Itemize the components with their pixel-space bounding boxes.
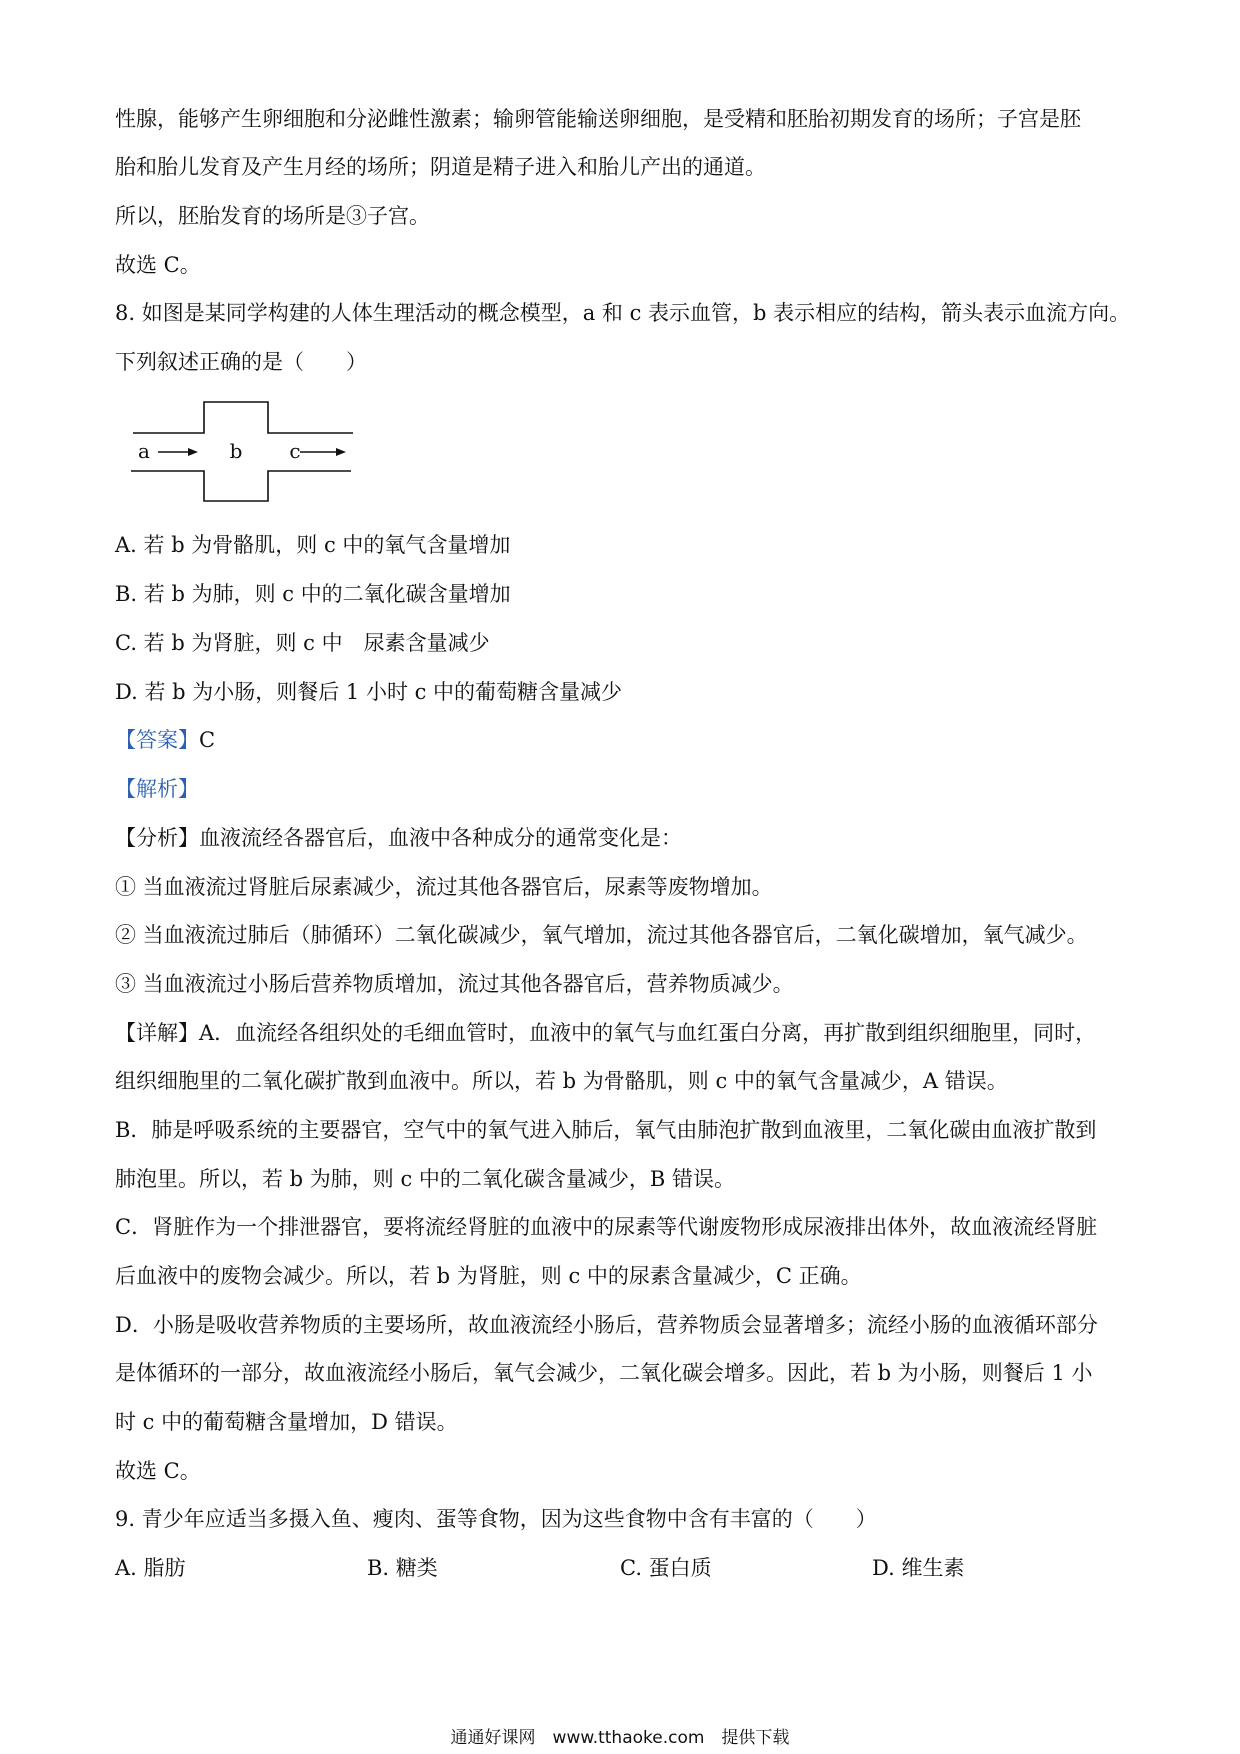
- q9-option-c: C. 蛋白质: [620, 1556, 712, 1580]
- diagram-outline-bottom: [131, 471, 351, 501]
- question-8-stem: 8. 如图是某同学构建的人体生理活动的概念模型，a 和 c 表示血管，b 表示相应的结构，箭头表示血流方向。: [115, 301, 1131, 325]
- analysis-line: 后血液中的废物会减少。所以，若 b 为肾脏，则 c 中的尿素含量减少，C 正确。: [115, 1264, 862, 1288]
- analysis-tag: 【解析】: [115, 777, 199, 801]
- analysis-line: C．肾脏作为一个排泄器官，要将流经肾脏的血液中的尿素等代谢废物形成尿液排出体外，故血液流经肾脏: [115, 1215, 1098, 1239]
- analysis-line: 是体循环的一部分，故血液流经小肠后，氧气会减少，二氧化碳会增多。因此，若 b 为小肠，则餐后 1 小: [115, 1361, 1093, 1385]
- diagram-outline-top: [133, 402, 353, 433]
- question-9-stem: 9. 青少年应适当多摄入鱼、瘦肉、蛋等食物，因为这些食物中含有丰富的（ ）: [115, 1507, 877, 1531]
- q9-option-a: A. 脂肪: [115, 1556, 186, 1580]
- analysis-line: 时 c 中的葡萄糖含量增加，D 错误。: [115, 1410, 458, 1434]
- analysis-line: ② 当血液流过肺后（肺循环）二氧化碳减少，氧气增加，流过其他各器官后，二氧化碳增加，氧气减少。: [115, 923, 1088, 947]
- text-line: 故选 C。: [115, 253, 201, 277]
- analysis-line: 组织细胞里的二氧化碳扩散到血液中。所以，若 b 为骨骼肌，则 c 中的氧气含量减少，A 错误。: [115, 1069, 1008, 1093]
- analysis-line: 故选 C。: [115, 1459, 201, 1483]
- q8-option-c: C. 若 b 为肾脏，则 c 中 尿素含量减少: [115, 631, 490, 655]
- analysis-line: 肺泡里。所以，若 b 为肺，则 c 中的二氧化碳含量减少，B 错误。: [115, 1167, 736, 1191]
- q8-option-b: B. 若 b 为肺，则 c 中的二氧化碳含量增加: [115, 582, 511, 606]
- text-line: 所以，胚胎发育的场所是③子宫。: [115, 204, 430, 228]
- question-8-stem-cont: 下列叙述正确的是（ ）: [115, 350, 367, 374]
- answer-tag: 【答案】: [115, 728, 199, 752]
- q9-option-b: B. 糖类: [367, 1556, 438, 1580]
- q8-option-a: A. 若 b 为骨骼肌，则 c 中的氧气含量增加: [115, 533, 511, 557]
- page-footer: 通通好课网 www.tthaoke.com 提供下载: [450, 1728, 790, 1748]
- analysis-line: B．肺是呼吸系统的主要器官，空气中的氧气进入肺后，氧气由肺泡扩散到血液里，二氧化碳由血液扩散到: [115, 1118, 1097, 1142]
- text-line: 胎和胎儿发育及产生月经的场所；阴道是精子进入和胎儿产出的通道。: [115, 155, 766, 179]
- label-c: c: [289, 439, 301, 463]
- analysis-line: ③ 当血液流过小肠后营养物质增加，流过其他各器官后，营养物质减少。: [115, 972, 794, 996]
- q8-option-d: D. 若 b 为小肠，则餐后 1 小时 c 中的葡萄糖含量减少: [115, 680, 623, 704]
- analysis-line: D．小肠是吸收营养物质的主要场所，故血液流经小肠后，营养物质会显著增多；流经小肠的血液循环部分: [115, 1313, 1098, 1337]
- answer-value: C: [199, 728, 216, 752]
- analysis-line: 【详解】A．血流经各组织处的毛细血管时，血液中的氧气与血红蛋白分离，再扩散到组织细胞里，同时，: [115, 1021, 1097, 1045]
- analysis-line: ① 当血液流过肾脏后尿素减少，流过其他各器官后，尿素等废物增加。: [115, 875, 773, 899]
- label-a: a: [138, 439, 150, 463]
- analysis-line: 【分析】血液流经各器官后，血液中各种成分的通常变化是：: [115, 826, 682, 850]
- text-line: 性腺，能够产生卵细胞和分泌雌性激素；输卵管能输送卵细胞，是受精和胚胎初期发育的场所；子宫是胚: [115, 107, 1081, 131]
- label-b: b: [229, 439, 243, 463]
- q9-option-d: D. 维生素: [872, 1556, 965, 1580]
- blood-flow-diagram: [128, 400, 358, 504]
- arrow-a-head: [188, 448, 198, 456]
- answer-line: [115, 725, 215, 755]
- arrow-c-head: [336, 448, 346, 456]
